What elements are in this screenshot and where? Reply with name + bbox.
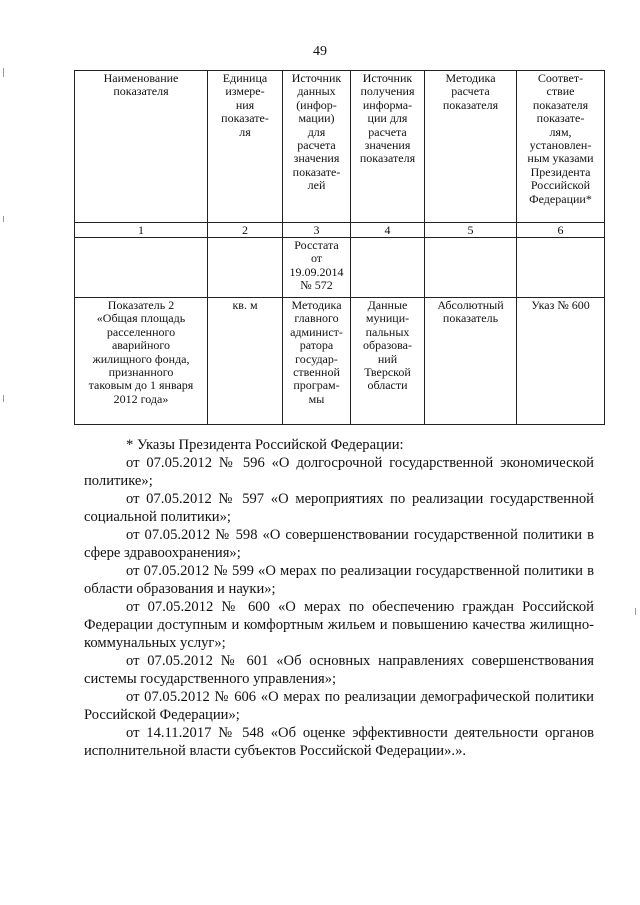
table-cell	[208, 238, 283, 298]
table-cell	[75, 238, 208, 298]
table-cell: Абсолютный показатель	[425, 298, 517, 425]
table-cell	[517, 238, 605, 298]
table-cell: Данные муници- пальных образова- ний Тверской области	[351, 298, 425, 425]
decree-item: от 07.05.2012 № 598 «О совершенствовании государственной политики в сфере здравоохранения»;	[84, 527, 594, 561]
footnote-heading: * Указы Президента Российской Федерации:	[126, 437, 404, 453]
table-cell: Указ № 600	[517, 298, 605, 425]
footnote-block	[84, 436, 594, 760]
table-cell: Показатель 2 «Общая площадь расселенного аварийного жилищного фонда, признанного таковым до 1 января 2012 года»	[75, 298, 208, 425]
table-cell: Росстата от 19.09.2014 № 572	[283, 238, 351, 298]
table-header-row	[75, 71, 605, 223]
decree-item: от 07.05.2012 № 601 «Об основных направлениях совершенствования системы государственного управления»;	[84, 653, 594, 687]
column-number: 6	[517, 223, 605, 238]
decree-item: от 07.05.2012 № 597 «О мероприятиях по реализации государственной социальной политики»;	[84, 491, 594, 525]
decree-item: от 14.11.2017 № 548 «Об оценке эффективности деятельности органов исполнительной власти субъектов Российской Федерации».».	[84, 725, 594, 759]
column-number: 2	[208, 223, 283, 238]
column-number: 1	[75, 223, 208, 238]
header-cell-indicator-name: Наименование показателя	[75, 71, 208, 223]
decree-item: от 07.05.2012 № 606 «О мерах по реализации демографической политики Российской Федерации»;	[84, 689, 594, 723]
table-cell	[425, 238, 517, 298]
decree-item: от 07.05.2012 № 599 «О мерах по реализации государственной политики в области образования и науки»;	[84, 563, 594, 597]
column-number: 4	[351, 223, 425, 238]
scan-edge-mark	[3, 216, 4, 222]
indicators-table	[74, 70, 605, 425]
table-row	[75, 298, 605, 425]
table-cell: кв. м	[208, 298, 283, 425]
scan-edge-mark	[3, 68, 4, 77]
column-number: 3	[283, 223, 351, 238]
column-number: 5	[425, 223, 517, 238]
page-number: 49	[313, 44, 327, 59]
header-cell-decree-compliance: Соответ- ствие показателя показате- лям, установлен- ным указами Президента Российской Федерации*	[517, 71, 605, 223]
table-cell: Методика главного админист- ратора государ- ственной програм- мы	[283, 298, 351, 425]
decree-item: от 07.05.2012 № 596 «О долгосрочной государственной экономической политике»;	[84, 455, 594, 489]
header-cell-unit: Единица измере- ния показате- ля	[208, 71, 283, 223]
scan-edge-mark	[3, 395, 4, 402]
table-cell	[351, 238, 425, 298]
scan-edge-mark	[635, 608, 636, 615]
header-cell-data-source: Источник данных (инфор- мации) для расчета значения показате- лей	[283, 71, 351, 223]
header-cell-info-source: Источник получения информа- ции для расчета значения показателя	[351, 71, 425, 223]
decree-item: от 07.05.2012 № 600 «О мерах по обеспечению граждан Российской Федерации доступным и комфортным жильем и повышению качества жилищно-коммунальных услуг»;	[84, 599, 594, 651]
column-number-row	[75, 223, 605, 238]
header-cell-method: Методика расчета показателя	[425, 71, 517, 223]
table-row	[75, 238, 605, 298]
